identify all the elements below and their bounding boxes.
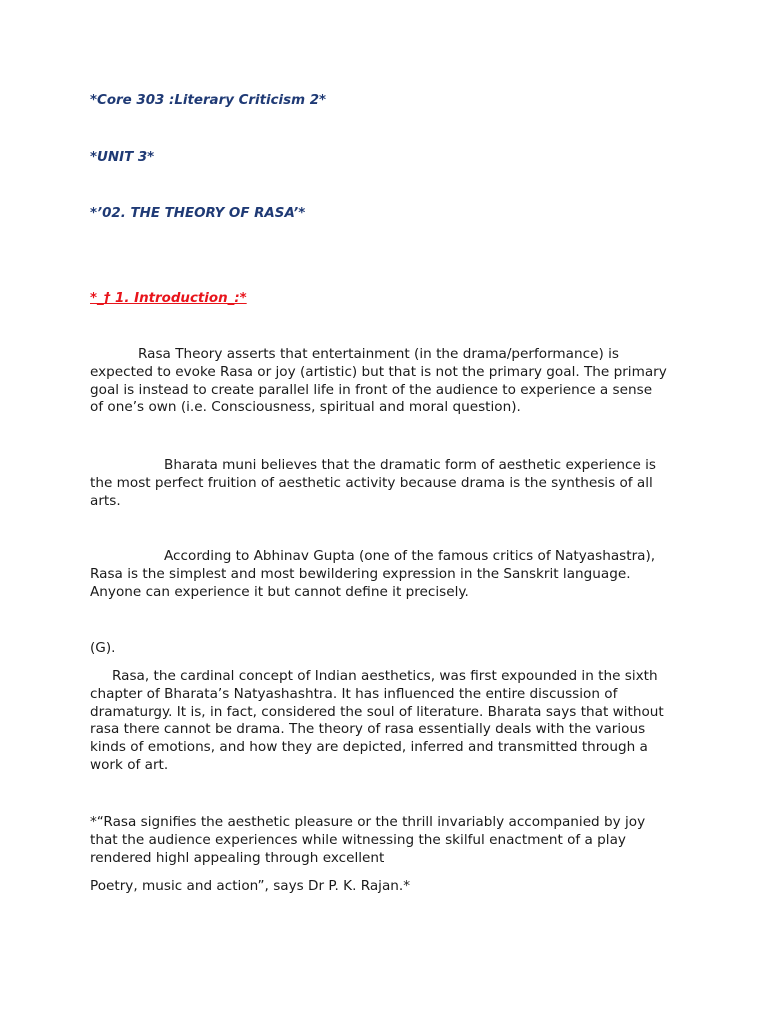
paragraph-line: kinds of emotions, and how they are depicted, inferred and transmitted through a [90, 739, 648, 756]
paragraph-line: expected to evoke Rasa or joy (artistic) but that is not the primary goal. The primary [90, 363, 667, 380]
paragraph-line: goal is instead to create parallel life in front of the audience to experience a sense [90, 381, 653, 398]
paragraph-line: rasa there cannot be drama. The theory of rasa essentially deals with the various [90, 721, 646, 738]
paragraph-line: chapter of Bharata’s Natyashashtra. It has influenced the entire discussion of [90, 685, 618, 702]
paragraph-line: rendered highl appealing through excellent [90, 849, 385, 866]
paragraph-line: of one’s own (i.e. Consciousness, spiritual and moral question). [90, 399, 521, 416]
paragraph-line: Poetry, music and action”, says Dr P. K. Rajan.* [90, 878, 411, 894]
paragraph-line: arts. [90, 492, 121, 509]
quote-attribution [90, 878, 690, 896]
unit-heading: *UNIT 3* [90, 150, 155, 165]
paragraph-4 [90, 640, 690, 658]
paragraph-line: (G). [90, 640, 116, 656]
paragraph-line: Rasa is the simplest and most bewildering expression in the Sanskrit language. [90, 565, 631, 582]
paragraph-2 [90, 457, 690, 510]
paragraph-line: work of art. [90, 756, 169, 773]
quote-paragraph [90, 814, 690, 867]
paragraph-3 [90, 548, 690, 601]
course-title: *Core 303 :Literary Criticism 2* [90, 93, 327, 108]
chapter-heading: *’02. THE THEORY OF RASA’* [90, 206, 306, 221]
paragraph-line: dramaturgy. It is, in fact, considered the soul of literature. Bharata says that without [90, 703, 664, 720]
paragraph-1 [90, 346, 690, 417]
paragraph-line: According to Abhinav Gupta (one of the famous critics of Natyashastra), [164, 548, 656, 564]
section-heading: *_† 1. Introduction_:* [90, 291, 247, 306]
paragraph-line: Rasa, the cardinal concept of Indian aesthetics, was first expounded in the sixth [112, 668, 658, 684]
paragraph-line: Bharata muni believes that the dramatic form of aesthetic experience is [164, 457, 656, 473]
paragraph-5 [90, 668, 690, 775]
paragraph-line: that the audience experiences while witnessing the skilful enactment of a play [90, 831, 626, 848]
paragraph-line: the most perfect fruition of aesthetic activity because drama is the synthesis of all [90, 474, 653, 491]
paragraph-line: Anyone can experience it but cannot define it precisely. [90, 583, 469, 600]
paragraph-line: *“Rasa signifies the aesthetic pleasure or the thrill invariably accompanied by joy [90, 814, 646, 830]
paragraph-line: Rasa Theory asserts that entertainment (in the drama/performance) is [138, 346, 619, 362]
